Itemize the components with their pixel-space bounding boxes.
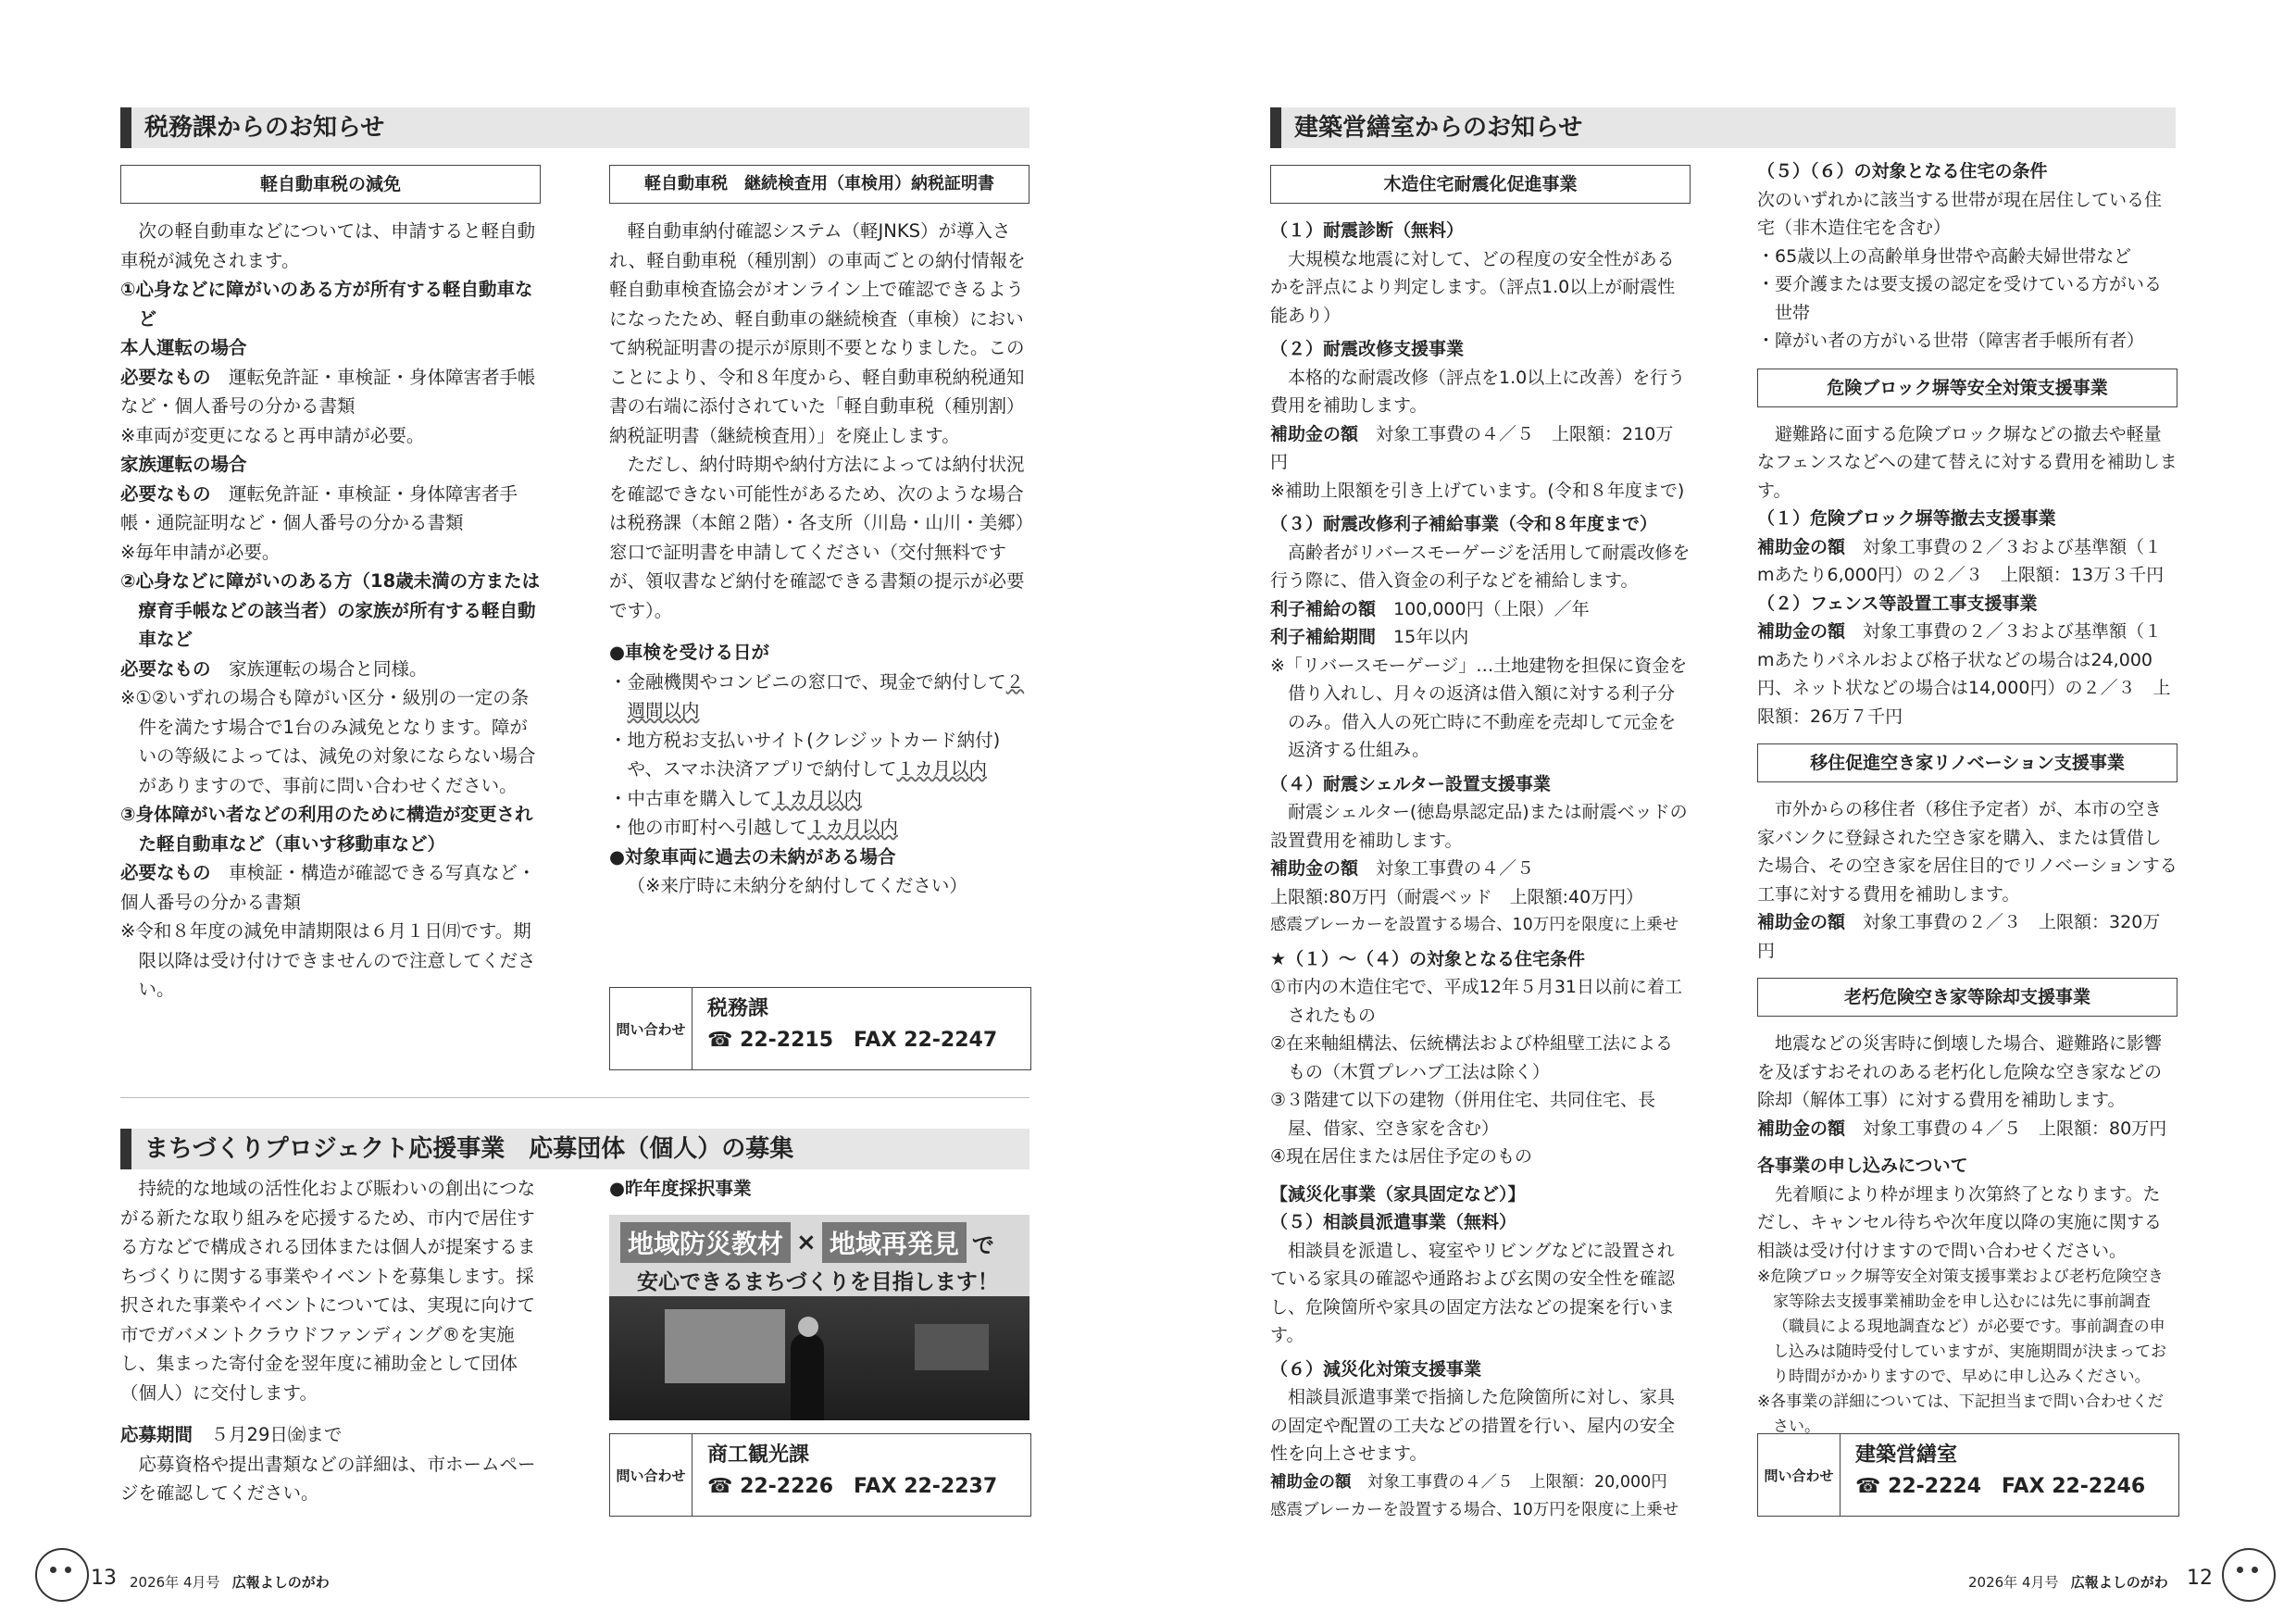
text: 対象工事費の４／５ (1376, 858, 1535, 879)
mascot-icon (35, 1548, 89, 1602)
text (120, 858, 541, 917)
text: ・地方税お支払いサイト(クレジットカード納付)や、スマホ決済アプリで納付して (609, 729, 1001, 780)
list-item (609, 668, 1029, 726)
contact-tel: ☎ 22-2226 FAX 22-2237 (707, 1475, 998, 1498)
label: 補助金の額 (1270, 423, 1359, 444)
label: 補助金の額 (1757, 912, 1846, 932)
label: 必要なもの (120, 366, 211, 388)
contact-label: 問い合わせ (610, 1434, 693, 1516)
label: 補助金の額 (1757, 1118, 1846, 1139)
bullet-heading: ●対象車両に過去の未納がある場合 (609, 845, 896, 868)
text: 対象工事費の４／５ 上限額：20,000円 (1367, 1472, 1667, 1492)
text: 感震ブレーカーを設置する場合、10万円を限度に上乗せ (1270, 916, 1679, 934)
text: 対象工事費の２／３ 上限額：320万円 (1757, 912, 2161, 961)
bullet-list (609, 668, 1029, 843)
text (1757, 618, 2177, 731)
contact-box-zeimu (609, 987, 1031, 1070)
mascot-icon (2222, 1548, 2276, 1602)
note: ※各事業の詳細については、下記担当まで問い合わせください。 (1757, 1393, 2164, 1436)
text (1270, 595, 1691, 624)
section-title-machizukuri: まちづくりプロジェクト応援事業 応募団体（個人）の募集 (120, 1129, 1029, 1169)
text: 大規模な地震に対して、どの程度の安全性があるかを評点により判定します。（評点1.0以上が耐震性能あり） (1270, 248, 1676, 326)
bullet-heading: ●車検を受ける日が (609, 642, 770, 663)
subheading: （５）（６）の対象となる住宅の条件 (1757, 161, 2048, 181)
label: 補助金の額 (1270, 1472, 1352, 1492)
contact-box-shoko (609, 1433, 1031, 1517)
contact-body (693, 1434, 1012, 1516)
contact-tel: ☎ 22-2215 FAX 22-2247 (707, 1029, 998, 1052)
text: 上限額:80万円（耐震ベッド 上限額:40万円） (1270, 886, 1644, 907)
subheading: 各事業の申し込みについて (1757, 1156, 1968, 1176)
text: 相談員派遣事業で指摘した危険箇所に対し、家具の固定や配置の工夫などの措置を行い、屋内の安全性を向上させます。 (1270, 1387, 1676, 1464)
machizukuri-col2 (609, 1174, 1029, 1204)
item-heading: ①心身などに障がいのある方が所有する軽自動車など (120, 279, 533, 330)
photo-de: で (971, 1231, 994, 1258)
text: 市外からの移住者（移住予定者）が、本市の空き家バンクに登録された空き家を購入、または賃借した場合、その空き家を居住目的でリノベーションする工事に対する費用を補助します。 (1757, 799, 2177, 905)
list-item (609, 726, 1029, 784)
label: 必要なもの (120, 862, 211, 883)
note: ※「リバースモーゲージ」…土地建物を担保に資金を借り入れし、月々の返済は借入額に対する利子分のみ。借入人の死亡時に不動産を売却して元金を返済する仕組み。 (1270, 655, 1688, 760)
contact-dept: 商工観光課 (707, 1443, 810, 1467)
text: 応募資格や提出書類などの詳細は、市ホームページを確認してください。 (120, 1453, 536, 1504)
text (120, 655, 541, 684)
label: 必要なもの (120, 482, 211, 505)
item-heading: ③身体障がい者などの利用のために構造が変更された軽自動車など（車いす移動車など） (120, 804, 533, 855)
bullet-list (1757, 243, 2177, 356)
text: 対象工事費の２／３および基準額（１mあたりパネルおよび格子状などの場合は24,000円、ネット状などの場合は14,000円）の２／３ 上限額：26万７千円 (1757, 621, 2171, 727)
text: 対象工事費の４／５ 上限額：80万円 (1863, 1118, 2167, 1139)
subheading: （３）耐震改修利子補給事業（令和８年度まで） (1270, 514, 1658, 534)
subheading: 【減災化事業（家具固定など）】 (1270, 1183, 1526, 1205)
kenchiku-col2 (1757, 157, 2177, 1440)
box-heading: 軽自動車税 継続検査用（車検用）納税証明書 (609, 165, 1029, 204)
photo-tag: 地域防災教材 (620, 1222, 791, 1263)
kenchiku-col1 (1270, 165, 1691, 1525)
text (1270, 420, 1691, 477)
photo-scene (609, 1296, 1029, 1420)
text: 次の軽自動車などについては、申請すると軽自動車税が減免されます。 (120, 220, 536, 271)
page-number: 12 (2187, 1567, 2213, 1590)
list-item: ・要介護または要支援の認定を受けている方がいる世帯 (1757, 274, 2163, 323)
text: 対象工事費の２／３および基準額（１mあたり6,000円）の２／３ 上限額：13万３千円 (1757, 536, 2165, 585)
box-heading: 移住促進空き家リノベーション支援事業 (1757, 743, 2177, 782)
text: 次のいずれかに該当する世帯が現在居住している住宅（非木造住宅を含む） (1757, 189, 2163, 238)
divider (120, 1097, 1029, 1098)
text: 対象工事費の４／５ 上限額：210万円 (1270, 423, 1674, 472)
text: ５月29日㈮まで (210, 1424, 343, 1445)
text (1270, 855, 1691, 883)
note: ※危険ブロック塀等安全対策支援事業および老朽危険空き家等除去支援事業補助金を申し込むには先に事前調査（職員による現地調査など）が必要です。事前調査の申し込みは随時受付していますが、実施期間が決まっており時間がかかりますので、早めに申し込みください。 (1757, 1268, 2166, 1386)
label: 補助金の額 (1757, 621, 1846, 642)
photo-heading: ●昨年度採択事業 (609, 1178, 752, 1199)
contact-box-kenchiku (1757, 1433, 2179, 1517)
note: ※①②いずれの場合も障がい区分・級別の一定の条件を満たす場合で1台のみ減免となります。障がいの等級によっては、減免の対象にならない場合がありますので、事前に問い合わせください。 (120, 687, 536, 796)
section-title-zeimu: 税務課からのお知らせ (120, 107, 1029, 148)
subheading: （４）耐震シェルター設置支援事業 (1270, 773, 1551, 794)
contact-body (693, 988, 1012, 1069)
text: ・他の市町村へ引越して (609, 817, 808, 838)
subheading: （５）相談員派遣事業（無料） (1270, 1212, 1517, 1232)
contact-label: 問い合わせ (1758, 1434, 1841, 1516)
subheading: ★（１）～（４）の対象となる住宅条件 (1270, 948, 1586, 969)
text: ・金融機関やコンビニの窓口で、現金で納付して (609, 670, 1006, 693)
contact-dept: 建築営繕室 (1855, 1443, 1958, 1467)
text: 耐震シェルター(徳島県認定品)または耐震ベッドの設置費用を補助します。 (1270, 802, 1688, 851)
label: 補助金の額 (1270, 858, 1359, 879)
list-item (609, 813, 1029, 843)
section-title-kenchiku: 建築営繕室からのお知らせ (1270, 107, 2176, 148)
publication-name: 広報よしのがわ (2070, 1574, 2168, 1591)
text (120, 363, 541, 421)
note: ※令和８年度の減免申請期限は６月１日㈪です。期限以降は受け付けできませんので注意してください。 (120, 920, 536, 1000)
label: 利子補給期間 (1270, 627, 1377, 647)
condition: ③３階建て以下の建物（併用住宅、共同住宅、長屋、借家、空き家を含む） (1270, 1090, 1656, 1139)
list-item (609, 784, 1029, 814)
subheading: 本人運転の場合 (120, 337, 247, 358)
list-item: ・障がい者の方がいる世帯（障害者手帳所有者） (1757, 331, 2145, 351)
text: 車検証・構造が確認できる写真など・個人番号の分かる書類 (120, 862, 536, 913)
note: ※毎年申請が必要。 (120, 541, 281, 563)
list-item: ・65歳以上の高齢単身世帯や高齢夫婦世帯など (1757, 245, 2132, 267)
label: 応募期間 (120, 1424, 193, 1445)
subheading: （６）減災化対策支援事業 (1270, 1358, 1482, 1380)
project-photo (609, 1215, 1029, 1420)
contact-dept: 税務課 (707, 997, 769, 1020)
subheading: （１）危険ブロック塀等撤去支援事業 (1757, 508, 2056, 529)
issue: 2026年 4月号 (1968, 1574, 2059, 1591)
text (120, 1420, 541, 1450)
box-heading: 老朽危険空き家等除却支援事業 (1757, 978, 2177, 1017)
label: 補助金の額 (1757, 536, 1846, 557)
text: （※来庁時に未納分を納付してください） (627, 875, 967, 896)
contact-body (1841, 1434, 2160, 1516)
photo-tag: 地域再発見 (822, 1222, 967, 1263)
text: ただし、納付時期や納付方法によっては納付状況を確認できない可能性があるため、次のような場合は税務課（本館２階）・各支所（川島・山川・美郷）窓口で証明書を申請してください（交付無料ですが、領収書など納付を確認できる書類の提示が必要です）。 (609, 454, 1025, 621)
machizukuri-col1 (120, 1174, 541, 1508)
underlined-term: １カ月以内 (807, 817, 899, 838)
text (1757, 1115, 2177, 1143)
photo-x: × (796, 1229, 817, 1256)
box-heading: 木造住宅耐震化促進事業 (1270, 165, 1691, 204)
note: ※車両が変更になると再申請が必要。 (120, 424, 425, 446)
publication-name: 広報よしのがわ (231, 1574, 330, 1591)
label: 必要なもの (120, 657, 211, 680)
subheading: 家族運転の場合 (120, 454, 247, 475)
text: 家族運転の場合と同様。 (229, 657, 428, 680)
photo-banner (609, 1215, 1029, 1296)
text (120, 480, 541, 538)
issue-label (1968, 1572, 2168, 1592)
zeimu-col2 (609, 165, 1029, 901)
underlined-term: １カ月以内 (771, 787, 863, 809)
text (1270, 1468, 1691, 1497)
text: ・中古車を購入して (609, 787, 772, 809)
photo-caption: 安心できるまちづくりを目指します！ (637, 1270, 999, 1294)
text: 本格的な耐震改修（評点を1.0以上に改善）を行う費用を補助します。 (1270, 367, 1686, 416)
label: 利子補給の額 (1270, 598, 1377, 619)
item-heading: ②心身などに障がいのある方（18歳未満の方または療育手帳などの該当者）の家族が所有する軽自動車など (120, 570, 541, 650)
contact-tel: ☎ 22-2224 FAX 22-2246 (1855, 1475, 2146, 1498)
text: 感震ブレーカーを設置する場合、10万円を限度に上乗せ (1270, 1501, 1679, 1519)
issue-label (130, 1572, 330, 1592)
text: 15年以内 (1393, 627, 1469, 647)
contact-label: 問い合わせ (610, 988, 693, 1069)
text: 運転免許証・車検証・身体障害者手帳・通院証明など・個人番号の分かる書類 (120, 482, 518, 533)
page-number: 13 (91, 1567, 117, 1590)
box-heading: 危険ブロック塀等安全対策支援事業 (1757, 369, 2177, 407)
text: 高齢者がリバースモーゲージを活用して耐震改修を行う際に、借入資金の利子などを補給します。 (1270, 542, 1691, 591)
text: 先着順により枠が埋まり次第終了となります。ただし、キャンセル待ちや次年度以降の実施に関する相談は受け付けますので問い合わせください。 (1757, 1183, 2163, 1261)
underlined-term: ２週間以内 (627, 670, 1025, 721)
subheading: （２）フェンス等設置工事支援事業 (1757, 593, 2038, 614)
box-heading: 軽自動車税の減免 (120, 165, 541, 204)
text (1757, 908, 2177, 965)
text: 地震などの災害時に倒壊した場合、避難路に影響を及ぼすおそれのある老朽化し危険な空き家などの除却（解体工事）に対する費用を補助します。 (1757, 1033, 2163, 1110)
condition: ④現在居住または居住予定のもの (1270, 1146, 1533, 1167)
underlined-term: １カ月以内 (896, 758, 987, 780)
note: ※補助上限額を引き上げています。(令和８年度まで) (1270, 480, 1685, 501)
subheading: （２）耐震改修支援事業 (1270, 339, 1465, 359)
text: 軽自動車納付確認システム（軽JNKS）が導入され、軽自動車税（種別割）の車両ごとの納付情報を軽自動車検査協会がオンライン上で確認できるようになったため、軽自動車の継続検査（車検）において納税証明書の提示が原則不要となりました。このことにより、令和８年度から、軽自動車税納税通知書の右端に添付されていた「軽自動車税（種別割）納税証明書（継続検査用）」を廃止します。 (609, 220, 1026, 446)
text: 100,000円（上限）／年 (1393, 598, 1590, 619)
text: 相談員を派遣し、寝室やリビングなどに設置されている家具の確認や通路および玄関の安全性を確認し、危険箇所や家具の固定方法などの提案を行います。 (1270, 1240, 1676, 1345)
subheading: （１）耐震診断（無料） (1270, 220, 1465, 241)
text (1757, 533, 2177, 590)
text (1270, 623, 1691, 652)
text: 運転免許証・車検証・身体障害者手帳など・個人番号の分かる書類 (120, 366, 536, 417)
condition: ②在来軸組構法、伝統構法および枠組壁工法によるもの（木質プレハブ工法は除く） (1270, 1033, 1674, 1082)
zeimu-col1 (120, 165, 541, 1005)
text: 避難路に面する危険ブロック塀などの撤去や軽量なフェンスなどへの建て替えに対する費用を補助します。 (1757, 423, 2177, 501)
issue: 2026年 4月号 (130, 1574, 220, 1591)
condition: ①市内の木造住宅で、平成12年５月31日以前に着工されたもの (1270, 977, 1683, 1026)
text: 持続的な地域の活性化および賑わいの創出につながる新たな取り組みを応援するため、市内で居住する方などで構成される団体または個人が提案するまちづくりに関する事業やイベントを募集します。採択された事業やイベントについては、実現に向けて市でガバメントクラウドファンディング®を実施し、集まった寄付金を翌年度に補助金として団体（個人）に交付します。 (120, 1178, 536, 1404)
